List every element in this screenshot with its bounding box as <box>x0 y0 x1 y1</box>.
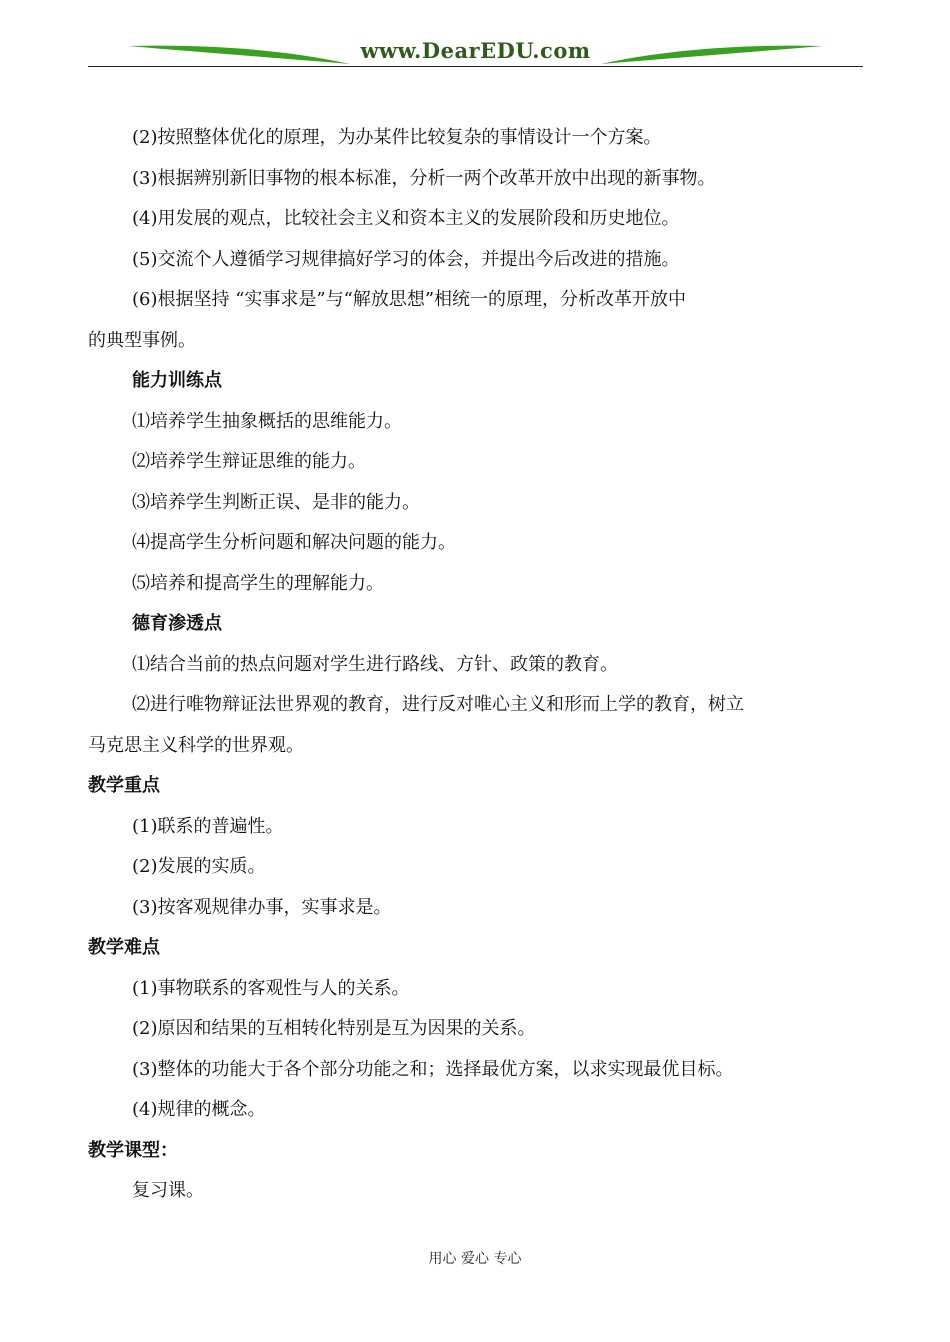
text-line: (2)发展的实质。 <box>132 856 266 877</box>
text-line: ⑴结合当前的热点问题对学生进行路线、方针、政策的教育。 <box>132 653 618 675</box>
section-heading: 教学难点 <box>88 937 160 958</box>
section-heading: 教学课型： <box>88 1139 178 1161</box>
text-line: ⑴培养学生抽象概括的思维能力。 <box>132 410 402 432</box>
header-divider <box>88 66 863 67</box>
text-line: (5)交流个人遵循学习规律搞好学习的体会，并提出今后改进的措施。 <box>132 248 680 270</box>
page-header <box>88 28 863 72</box>
section-heading: 能力训练点 <box>132 370 222 391</box>
page-footer: 用心 爱心 专心 <box>428 1251 522 1267</box>
section-heading: 德育渗透点 <box>132 613 222 634</box>
text-line: (1)事物联系的客观性与人的关系。 <box>132 977 410 999</box>
document-body <box>88 118 863 1212</box>
text-line: ⑸培养和提高学生的理解能力。 <box>132 572 384 594</box>
text-line: 复习课。 <box>132 1180 204 1201</box>
text-line: (2)原因和结果的互相转化特别是互为因果的关系。 <box>132 1018 536 1039</box>
text-line: 的典型事例。 <box>88 329 196 351</box>
text-line: (2)按照整体优化的原理，为办某件比较复杂的事情设计一个方案。 <box>132 127 662 148</box>
text-line: (4)用发展的观点，比较社会主义和资本主义的发展阶段和历史地位。 <box>132 208 680 229</box>
text-line: 马克思主义科学的世界观。 <box>88 734 304 756</box>
text-line: ⑶培养学生判断正误、是非的能力。 <box>132 491 420 513</box>
site-logo[interactable]: www.DearEDU.com <box>360 38 591 63</box>
text-line: (3)根据辨别新旧事物的根本标准，分析一两个改革开放中出现的新事物。 <box>132 167 716 189</box>
text-line: ⑵进行唯物辩证法世界观的教育，进行反对唯心主义和形而上学的教育，树立 <box>132 694 744 715</box>
text-line: (3)整体的功能大于各个部分功能之和；选择最优方案，以求实现最优目标。 <box>132 1058 734 1080</box>
text-line: (4)规律的概念。 <box>132 1099 266 1120</box>
text-line: ⑷提高学生分析问题和解决问题的能力。 <box>132 532 456 553</box>
section-heading: 教学重点 <box>88 775 160 796</box>
text-line: (3)按客观规律办事，实事求是。 <box>132 896 392 918</box>
text-line: (1)联系的普遍性。 <box>132 815 284 837</box>
text-line: ⑵培养学生辩证思维的能力。 <box>132 451 366 472</box>
text-line: (6)根据坚持 “实事求是”与“解放思想”相统一的原理，分析改革开放中 <box>132 289 687 310</box>
